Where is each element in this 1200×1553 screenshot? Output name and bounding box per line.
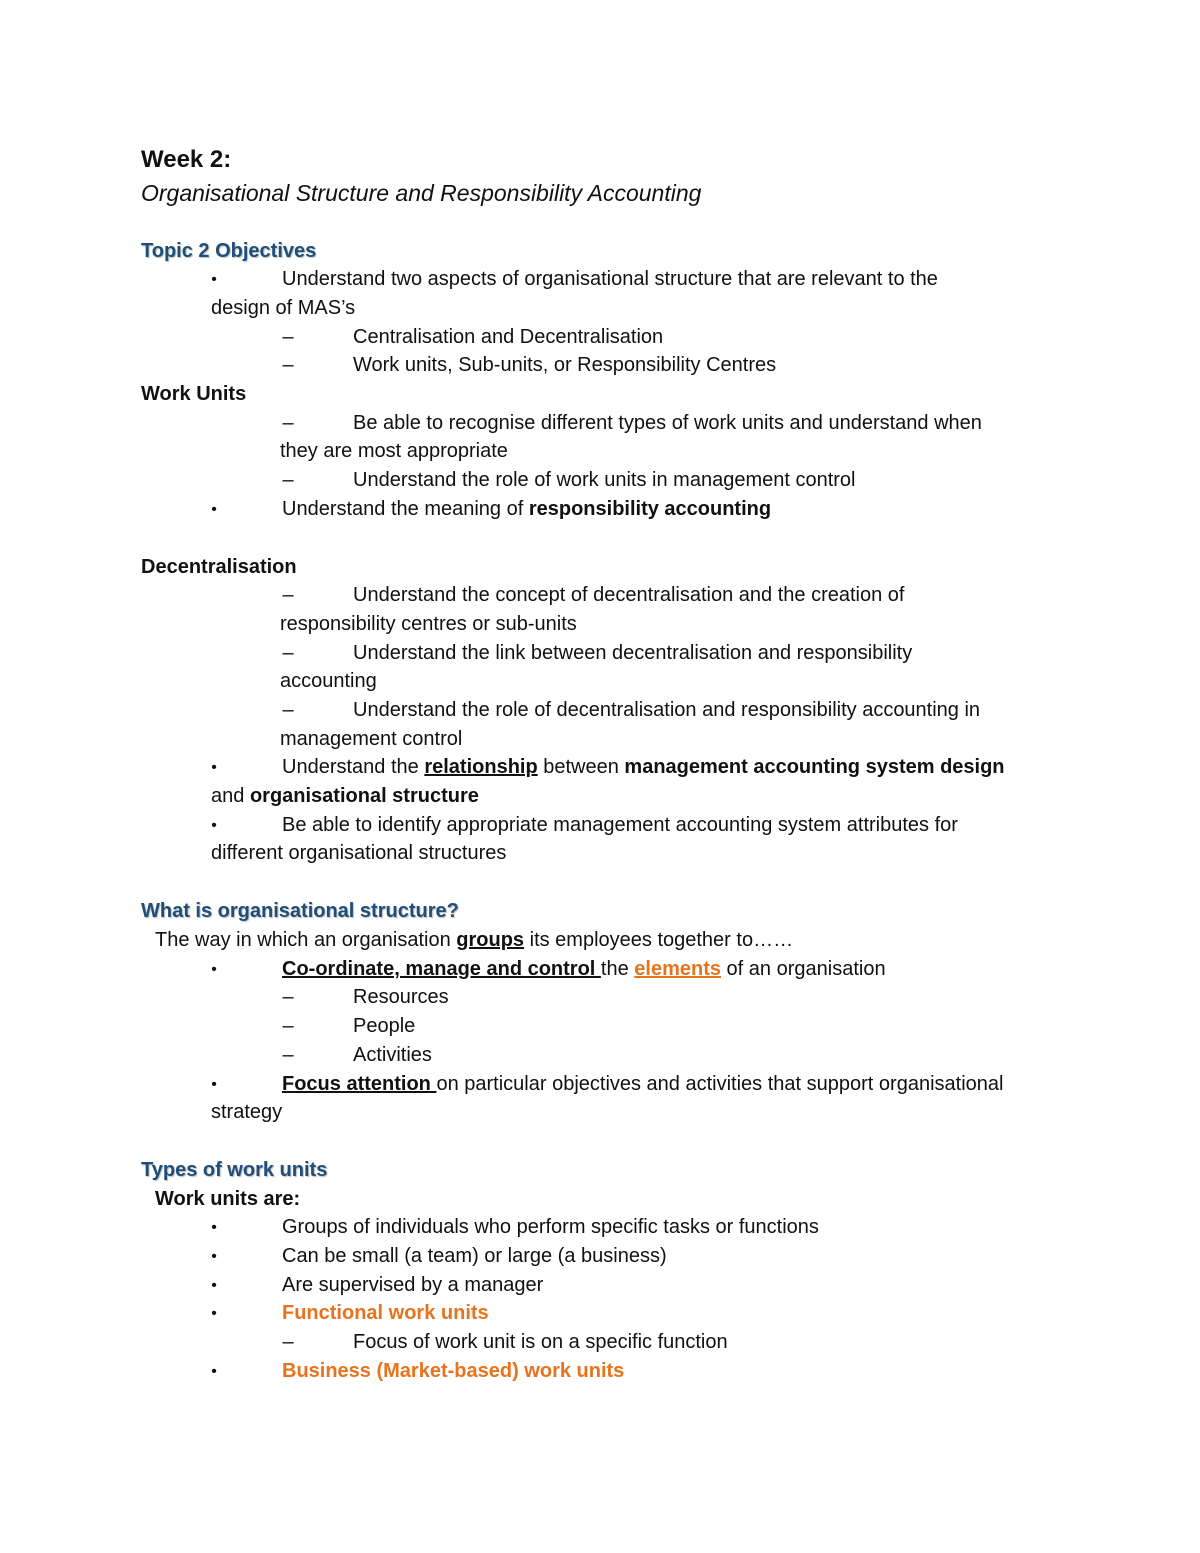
dash-marker: – (282, 1044, 294, 1066)
work-units-item-1-cont: they are most appropriate (280, 440, 508, 462)
types-item-1: Groups of individuals who perform specific tasks or functions (282, 1216, 819, 1238)
bullet-marker: • (211, 1219, 217, 1236)
work-units-item-2: Understand the role of work units in management control (353, 469, 856, 491)
page-title: Week 2: (141, 146, 232, 173)
decentralisation-item-2-cont: accounting (280, 670, 377, 692)
objectives-item-1-cont: design of MAS’s (211, 297, 356, 319)
dash-marker: – (282, 354, 294, 376)
decentralisation-item-4-cont-text: and (211, 785, 250, 807)
dash-marker: – (282, 986, 294, 1008)
types-item-3: Are supervised by a manager (282, 1274, 544, 1296)
org-structure-item-1 (282, 955, 886, 984)
elements-term: elements (634, 958, 721, 980)
bullet-marker: • (211, 817, 217, 834)
objectives-sub-1: Centralisation and Decentralisation (353, 326, 664, 348)
org-structure-sub-1: Resources (353, 986, 449, 1008)
org-structure-intro (155, 926, 793, 955)
decentralisation-item-3-cont: management control (280, 728, 463, 750)
decentralisation-heading: Decentralisation (141, 556, 297, 578)
decentralisation-item-4-mid: between (537, 756, 625, 778)
work-units-item-3-text: Understand the meaning of (282, 498, 529, 520)
functional-work-units-sub: Focus of work unit is on a specific function (353, 1331, 728, 1353)
dash-marker: – (282, 412, 294, 434)
bullet-marker: • (211, 1363, 217, 1380)
decentralisation-item-5-cont: different organisational structures (211, 842, 507, 864)
org-structure-sub-2: People (353, 1015, 416, 1037)
bullet-marker: • (211, 501, 217, 518)
objectives-heading: Topic 2 Objectives (141, 240, 317, 262)
responsibility-accounting-term: responsibility accounting (528, 498, 772, 520)
org-structure-intro-end: its employees together to…… (524, 929, 794, 951)
decentralisation-item-5: Be able to identify appropriate management accounting system attributes for (282, 814, 958, 836)
bullet-marker: • (211, 1248, 217, 1265)
bullet-marker: • (211, 1076, 217, 1093)
dash-marker: – (282, 584, 294, 606)
bullet-marker: • (211, 1305, 217, 1322)
dash-marker: – (282, 326, 294, 348)
org-structure-item-2 (282, 1070, 1003, 1099)
types-item-2: Can be small (a team) or large (a business) (282, 1245, 667, 1267)
mas-design-term: management accounting system design (624, 756, 1005, 778)
groups-term: groups (456, 929, 525, 951)
relationship-term: relationship (424, 756, 538, 778)
bullet-marker: • (211, 759, 217, 776)
org-structure-item-2-text: on particular objectives and activities that support organisational (436, 1073, 1004, 1095)
organisational-structure-term: organisational structure (249, 785, 479, 807)
business-work-units: Business (Market-based) work units (282, 1360, 625, 1382)
dash-marker: – (282, 469, 294, 491)
decentralisation-item-4-text: Understand the (282, 756, 425, 778)
decentralisation-item-1: Understand the concept of decentralisation and the creation of (353, 584, 905, 606)
decentralisation-item-2: Understand the link between decentralisation and responsibility (353, 642, 913, 664)
org-structure-heading: What is organisational structure? (141, 900, 459, 922)
focus-attention-term: Focus attention (282, 1073, 437, 1095)
decentralisation-item-4 (282, 753, 1005, 782)
org-structure-item-1-end: of an organisation (721, 958, 886, 980)
decentralisation-item-4-cont (211, 782, 479, 811)
dash-marker: – (282, 699, 294, 721)
objectives-item-1: Understand two aspects of organisational structure that are relevant to the (282, 268, 938, 290)
page-subtitle: Organisational Structure and Responsibility Accounting (141, 180, 702, 206)
bullet-marker: • (211, 271, 217, 288)
work-units-item-3 (282, 495, 771, 524)
bullet-marker: • (211, 961, 217, 978)
decentralisation-item-1-cont: responsibility centres or sub-units (280, 613, 577, 635)
types-heading: Types of work units (141, 1159, 328, 1181)
org-structure-item-1-mid: the (600, 958, 635, 980)
types-intro: Work units are: (155, 1188, 301, 1210)
dash-marker: – (282, 642, 294, 664)
coordinate-term: Co-ordinate, manage and control (282, 958, 601, 980)
decentralisation-item-3: Understand the role of decentralisation and responsibility accounting in (353, 699, 981, 721)
dash-marker: – (282, 1331, 294, 1353)
work-units-heading: Work Units (141, 383, 247, 405)
work-units-item-1: Be able to recognise different types of work units and understand when (353, 412, 982, 434)
bullet-marker: • (211, 1277, 217, 1294)
functional-work-units: Functional work units (282, 1302, 489, 1324)
dash-marker: – (282, 1015, 294, 1037)
org-structure-item-2-cont: strategy (211, 1101, 283, 1123)
objectives-sub-2: Work units, Sub-units, or Responsibility Centres (353, 354, 777, 376)
org-structure-sub-3: Activities (353, 1044, 432, 1066)
org-structure-intro-text: The way in which an organisation (155, 929, 457, 951)
